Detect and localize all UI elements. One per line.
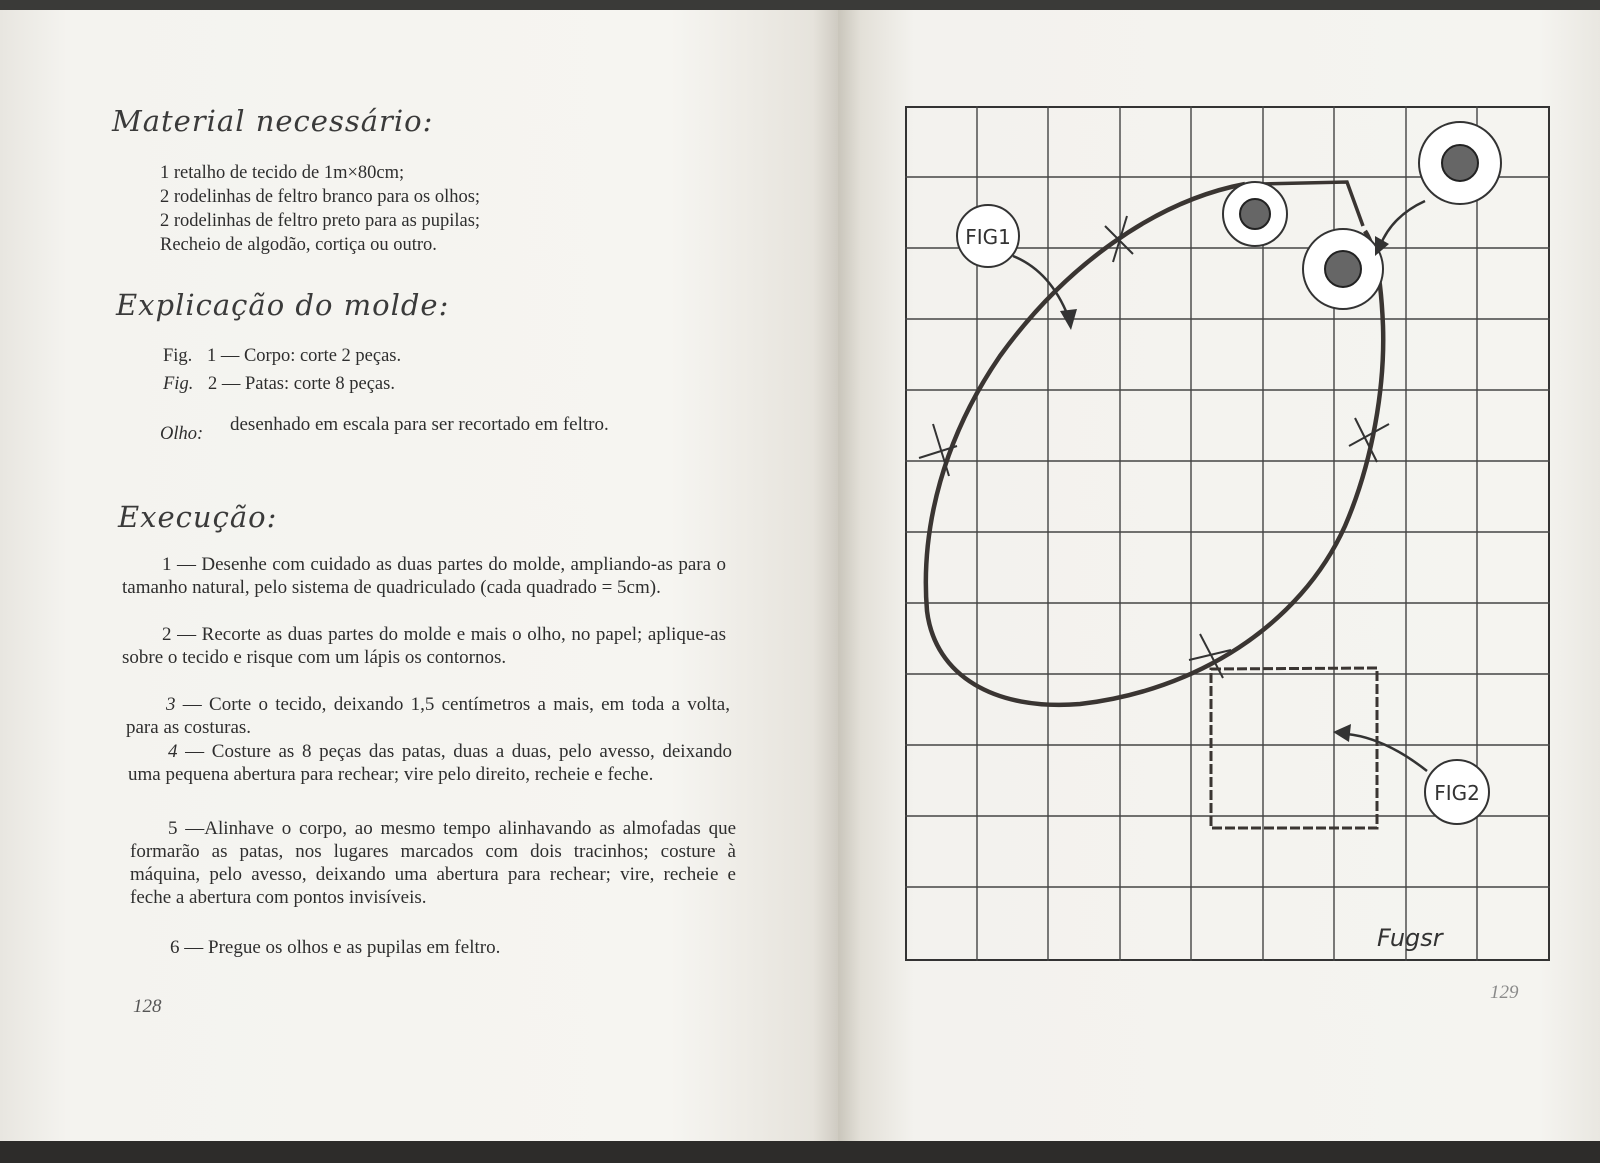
step-3 xyxy=(126,693,730,739)
eye-on-body-1 xyxy=(1223,182,1287,246)
step-text: — Recorte as duas partes do molde e mais o olho, no papel; aplique-as sobre o tecido e risque com um lápis os contornos. xyxy=(122,624,726,668)
pattern-grid-figure xyxy=(905,106,1550,961)
fig2-caption xyxy=(163,374,395,395)
fig2-arrow xyxy=(1347,734,1427,771)
olho-text: desenhado em escala para ser recortado em feltro. xyxy=(230,414,609,435)
step-6 xyxy=(132,936,736,959)
step-2 xyxy=(122,623,726,669)
fig2-figure-label: FIG2 xyxy=(1434,781,1480,805)
paw-outline xyxy=(1211,668,1377,828)
execucao-heading: Execução: xyxy=(118,500,278,534)
fig2-label-circle xyxy=(1425,760,1489,824)
eye-on-body-2 xyxy=(1303,229,1383,309)
material-item: 2 rodelinhas de feltro branco para os olhos; xyxy=(160,187,481,207)
step-number: 1 xyxy=(162,554,172,575)
step-text: — Desenhe com cuidado as duas partes do molde, ampliando-as para o tamanho natural, pelo sistema de quadriculado (cada quadrado = 5cm). xyxy=(122,554,726,598)
eye-arrow xyxy=(1380,201,1425,246)
step-text: — Costure as 8 peças das patas, duas a duas, pelo avesso, deixando uma pequena abertura para rechear; vire pelo direito, recheie e feche. xyxy=(128,741,733,785)
step-5 xyxy=(130,817,736,909)
step-text: — Pregue os olhos e as pupilas em feltro. xyxy=(184,937,501,958)
material-heading: Material necessário: xyxy=(112,104,434,138)
step-number: 3 xyxy=(166,694,176,715)
step-text: —Alinhave o corpo, ao mesmo tempo alinhavando as almofadas que formarão as patas, nos lugares marcados com dois tracinhos; costure à máquina, pelo avesso, deixando uma abertura para rechear; vire, recheie e feche a abertura com pontos invisíveis. xyxy=(130,818,737,908)
material-item: 1 retalho de tecido de 1m×80cm; xyxy=(160,163,405,183)
step-1 xyxy=(122,553,726,599)
step-4 xyxy=(128,740,732,786)
step-number: 5 xyxy=(168,818,178,839)
fig1-label: Fig. xyxy=(163,346,193,366)
step-text: — Corte o tecido, deixando 1,5 centímetros a mais, em toda a volta, para as costuras. xyxy=(126,694,730,738)
material-item: 2 rodelinhas de feltro preto para as pupilas; xyxy=(160,211,481,231)
step-number: 2 xyxy=(162,624,172,645)
explicacao-heading: Explicação do molde: xyxy=(116,288,450,322)
olho-label: Olho: xyxy=(160,424,204,444)
material-item: Recheio de algodão, cortiça ou outro. xyxy=(160,235,437,255)
fig1-figure-label: FIG1 xyxy=(965,225,1011,249)
fig1-text: 1 — Corpo: corte 2 peças. xyxy=(206,346,402,366)
step-number: 4 xyxy=(168,741,178,762)
fig1-caption xyxy=(163,346,401,367)
eye-template xyxy=(1419,122,1501,204)
fig2-text: 2 — Patas: corte 8 peças. xyxy=(207,374,395,394)
page-number-left: 128 xyxy=(133,996,162,1017)
artist-signature: Fugsr xyxy=(1377,924,1443,952)
page-number-right: 129 xyxy=(1490,982,1519,1003)
fig2-label: Fig. xyxy=(163,374,194,394)
fig1-label-circle xyxy=(957,205,1019,267)
step-number: 6 xyxy=(170,937,180,958)
bottom-edge-shadow xyxy=(0,1141,1600,1163)
